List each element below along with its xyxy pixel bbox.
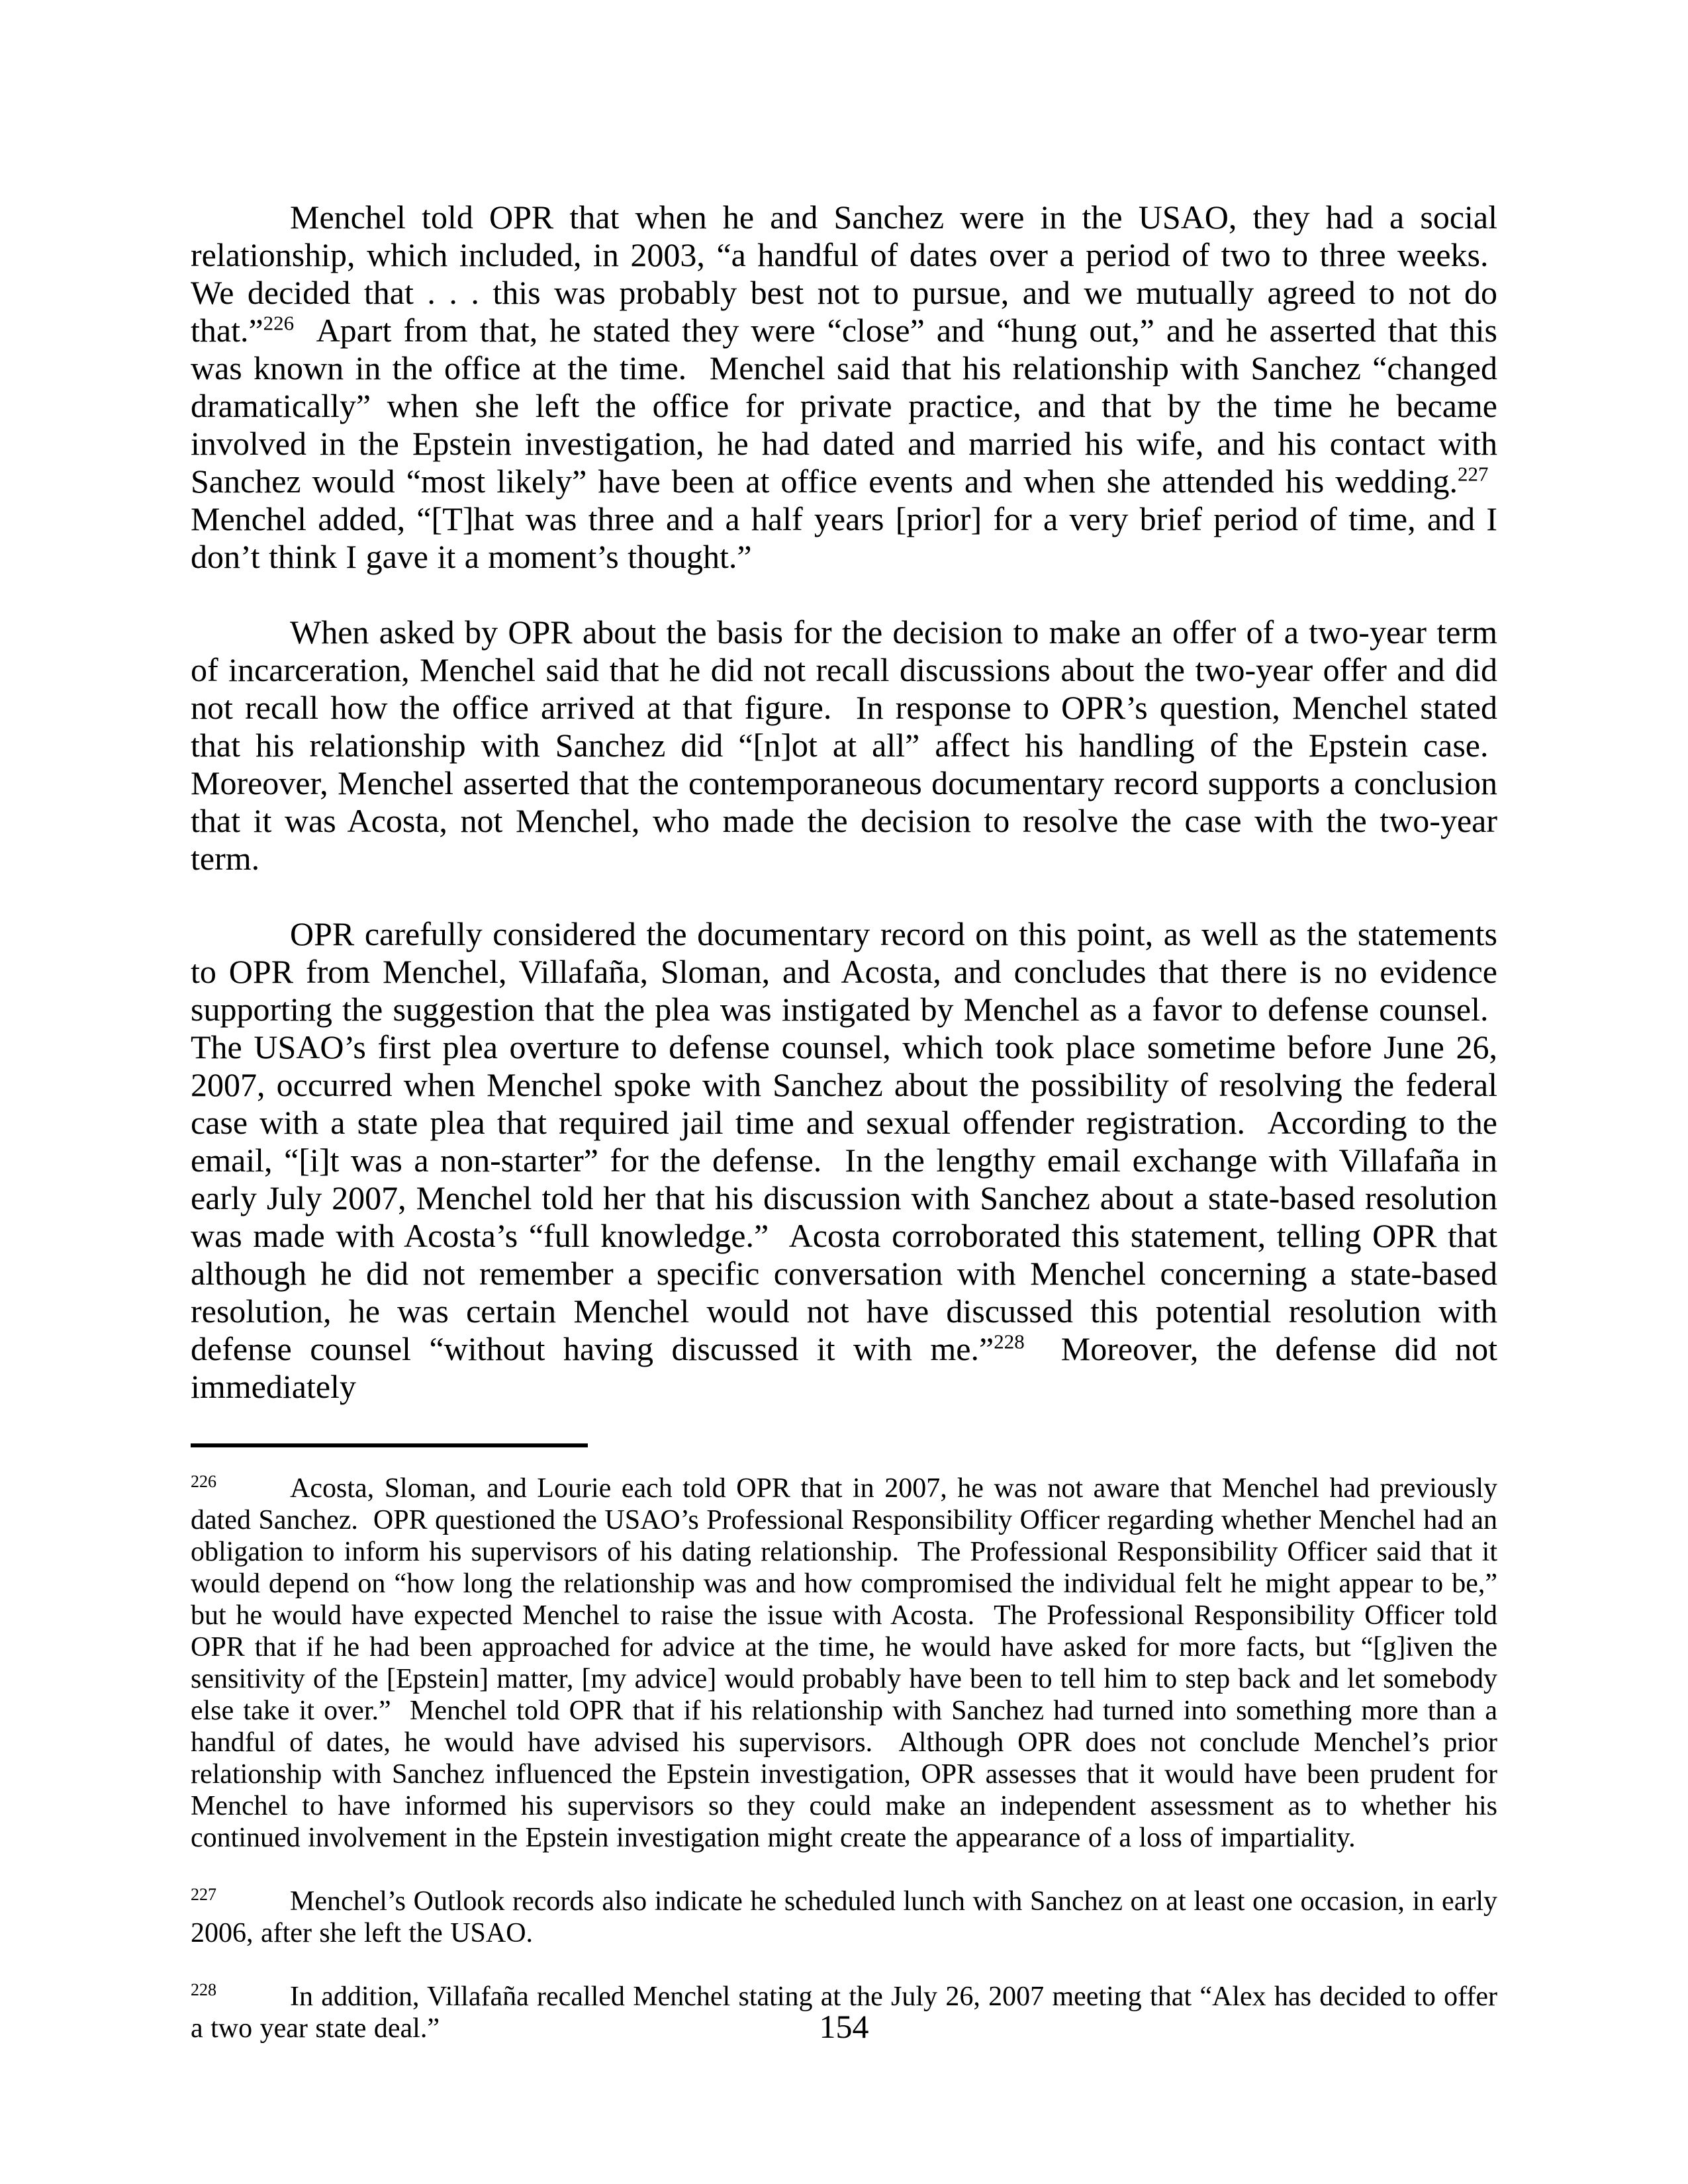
page-content [191,199,1497,2076]
footnote-reference: 226 [263,311,295,335]
footnote [191,1886,1497,1949]
text-run: Moreover, the defense did not immediately [191,1330,1497,1405]
footnote-number: 226 [191,1472,217,1491]
footnote-number: 227 [191,1885,217,1904]
footnote-reference: 228 [994,1330,1025,1353]
text-run: Menchel told OPR that when he and Sanchez were in the USAO, they had a social relationship, which included, in 2003, “a handful of dates over a period of two to three weeks. We decided that . . . this was probably best not to pursue, and we mutually agreed to not do that.” [191,199,1497,349]
footnotes-section [191,1473,1497,2044]
footnote-text [191,1886,1497,1948]
text-run: Acosta, Sloman, and Lourie each told OPR that in 2007, he was not aware that Menchel had previously dated Sanchez. OPR questioned the USAO’s Professional Responsibility Officer regarding whether Menchel had an obligation to inform his supervisors of his dating relationship. The Professional Responsibility Officer said that it would depend on “how long the relationship was and how compromised the individual felt he might appear to be,” but he would have expected Menchel to raise the issue with Acosta. The Professional Responsibility Officer told OPR that if he had been approached for advice at the time, he would have asked for more facts, but “[g]iven the sensitivity of the [Epstein] matter, [my advice] would probably have been to tell him to step back and let somebody else take it over.” Menchel told OPR that if his relationship with Sanchez had turned into something more than a handful of dates, he would have advised his supervisors. Although OPR does not conclude Menchel’s prior relationship with Sanchez influenced the Epstein investigation, OPR assesses that it would have been prudent for Menchel to have informed his supervisors so they could make an independent assessment as to whether his continued involvement in the Epstein investigation might create the appearance of a loss of impartiality. [191,1473,1497,1853]
body-paragraph [191,614,1497,878]
text-run: Apart from that, he stated they were “close” and “hung out,” and he asserted that this was known in the office at the time. Menchel said that his relationship with Sanchez “changed dramatically” when she left the office for private practice, and that by the time he became involved in the Epstein investigation, he had dated and married his wife, and his contact with Sanchez would “most likely” have been at office events and when she attended his wedding. [191,312,1497,500]
body-paragraph [191,915,1497,1406]
page-number: 154 [819,2008,869,2045]
text-run: When asked by OPR about the basis for the decision to make an offer of a two-year term of incarceration, Menchel said that he did not recall discussions about the two-year offer and did not recall how the office arrived at that figure. In response to OPR’s question, Menchel stated that his relationship with Sanchez did “[n]ot at all” affect his handling of the Epstein case. Moreover, Menchel asserted that the contemporaneous documentary record supports a conclusion that it was Acosta, not Menchel, who made the decision to resolve the case with the two-year term. [191,614,1497,877]
text-run: In addition, Villafaña recalled Menchel stating at the July 26, 2007 meeting that “Alex has decided to offer a two year state deal.” [191,1981,1497,2044]
footnote [191,1473,1497,1854]
footnote-number: 228 [191,1980,217,1999]
text-run: Menchel’s Outlook records also indicate he scheduled lunch with Sanchez on at least one occasion, in early 2006, after she left the USAO. [191,1886,1497,1948]
text-run: Menchel added, “[T]hat was three and a half years [prior] for a very brief period of time, and I don’t think I gave it a moment’s thought.” [191,463,1497,575]
footnote-text [191,1473,1497,1853]
footnote-reference: 227 [1458,462,1489,486]
text-run: OPR carefully considered the documentary record on this point, as well as the statements to OPR from Menchel, Villafaña, Sloman, and Acosta, and concludes that there is no evidence supporting the suggestion that the plea was instigated by Menchel as a favor to defense counsel. The USAO’s first plea overture to defense counsel, which took place sometime before June 26, 2007, occurred when Menchel spoke with Sanchez about the possibility of resolving the federal case with a state plea that required jail time and sexual offender registration. According to the email, “[i]t was a non-starter” for the defense. In the lengthy email exchange with Villafaña in early July 2007, Menchel told her that his discussion with Sanchez about a state-based resolution was made with Acosta’s “full knowledge.” Acosta corroborated this statement, telling OPR that although he did not remember a specific conversation with Menchel concerning a state-based resolution, he was certain Menchel would not have discussed this potential resolution with defense counsel “without having discussed it with me.” [191,915,1497,1367]
body-paragraph [191,199,1497,576]
footnote-separator-rule [191,1443,588,1447]
